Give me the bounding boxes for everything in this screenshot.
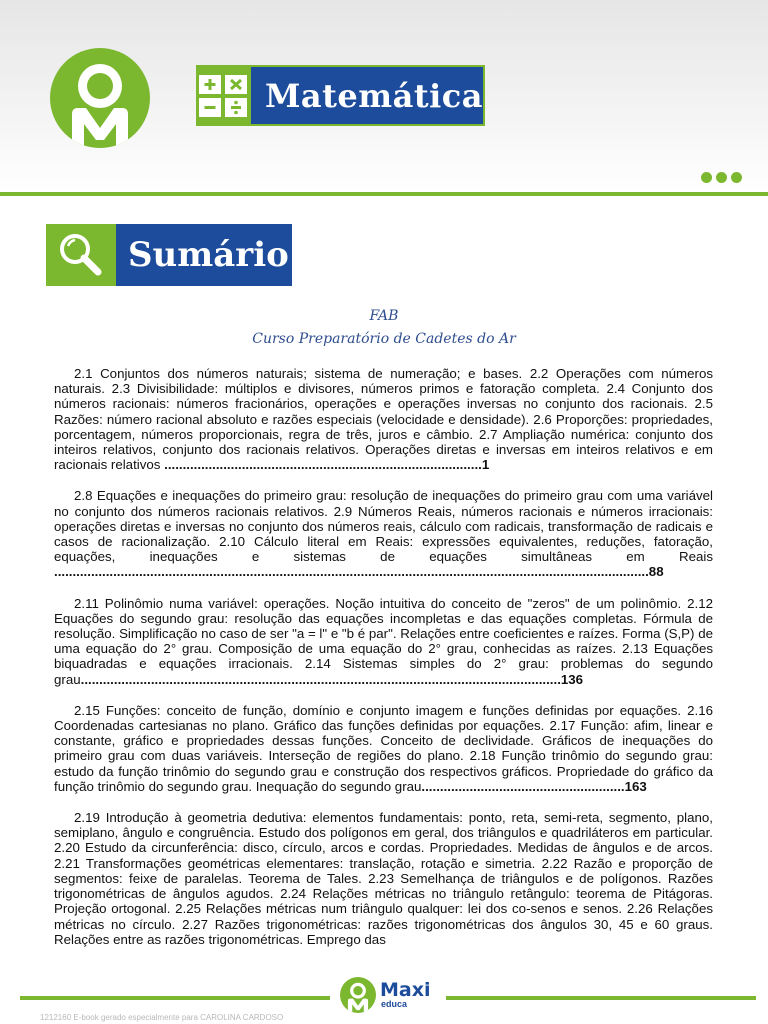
- toc-entry-text: 2.15 Funções: conceito de função, domínio e conjunto imagem e funções definidas por equações. 2.16 Coordenadas cartesianas no plano. Gráfico das funções definidas por equações. 2.17 Função: afim, linear e constante, gráfico e propriedades dessas funções. Conceito de declividade. Gráficos de inequações do primeiro grau com duas variáveis. Interseção de regiões do plano. 2.18 Função trinômio do segundo grau: estudo da função trinômio do segundo grau e construção dos respectivos gráficos. Propriedade do gráfico da função trinômio do segundo grau. Inequação do segundo grau: [54, 702, 713, 794]
- toc-entry[interactable]: [54, 810, 713, 947]
- header-divider: [0, 192, 768, 196]
- course-subtitle: Curso Preparatório de Cadetes do Ar: [252, 331, 516, 347]
- footer-logo: [340, 974, 446, 1016]
- toc-entry[interactable]: [54, 366, 713, 472]
- magnifier-icon: [46, 224, 116, 286]
- brand-banner: [196, 65, 485, 126]
- toc-entry-page: 163: [624, 778, 647, 794]
- toc-entry-text: 2.1 Conjuntos dos números naturais; sistema de numeração; e bases. 2.2 Operações com números naturais. 2.3 Divisibilidade: múltiplos e divisores, números primos e fatoração completa. 2.4 Conjunto dos números racionais: números fracionários, operações e operações inversas no conjunto dos racionais. 2.5 Razões: número racional absoluto e razões especiais (velocidade e densidade). 2.6 Proporções: propriedades, porcentagem, números proporcionais, regra de três, juros e câmbio. 2.7 Ampliação numérica: conjunto dos inteiros relativos, conjunto dos racionais relativos. Operações diretas e inversas em inteiros relativos e em racionais relativos: [54, 366, 713, 473]
- toc-entry-leader: .................................................................................................................................................................: [54, 564, 649, 580]
- toc-entry-page: 1: [481, 457, 490, 473]
- toc-entry[interactable]: [54, 596, 713, 687]
- footer-brand-sub: educa: [381, 999, 408, 1009]
- toc-entry[interactable]: [54, 703, 713, 794]
- toc-entry[interactable]: [54, 488, 713, 579]
- toc-entry-page: 88: [648, 564, 664, 580]
- footer-brand-main: Maxi: [380, 979, 431, 1001]
- course-code: FAB: [369, 308, 399, 324]
- footer-divider-left: [20, 996, 330, 1000]
- brand-title: Matemática: [264, 76, 483, 115]
- toc-entry-text: 2.11 Polinômio numa variável: operações. Noção intuitiva do conceito de "zeros" de um polinômio. 2.12 Equações do segundo grau: resolução das equações incompletas e das equações completas. Fórmula de resolução. Simplificação no caso de ser "a = l" e "b é par". Relações entre coeficientes e raízes. Forma (S,P) de uma equação do 2° grau. Composição de uma equação do 2° grau, conhecidas as raízes. 2.13 Equações biquadradas e equações irracionais. 2.14 Sistemas simples do 2° grau: problemas do segundo grau: [54, 595, 713, 687]
- summary-banner: [46, 224, 292, 286]
- toc-entry-text: 2.8 Equações e inequações do primeiro grau: resolução de inequações do primeiro grau com uma variável no conjunto dos números racionais relativos. 2.9 Números Reais, números racionais e números irracionais: operações diretas e inversas no conjunto dos números reais, cálculo com radicais, transformação de radicais e casos de racionalização. 2.10 Cálculo literal em Reais: expressões equivalentes, reduções, fatoração, equações, inequações e sistemas de equações simultâneas em Reais: [54, 488, 713, 565]
- footer-divider-right: [446, 996, 756, 1000]
- footer-brand: [380, 981, 431, 1009]
- person-m-logo-icon: [340, 977, 376, 1013]
- toc-entry-leader: ......................................................................................: [164, 457, 482, 473]
- summary-title: Sumário: [128, 235, 289, 275]
- more-options-icon: [701, 172, 742, 183]
- watermark-text: 1212160 E-book gerado especialmente para CAROLINA CARDOSO: [40, 1013, 284, 1022]
- table-of-contents: [54, 366, 713, 963]
- toc-entry-page: 136: [560, 671, 584, 687]
- toc-entry-text: 2.19 Introdução à geometria dedutiva: elementos fundamentais: ponto, reta, semi-reta, segmento, plano, semiplano, ângulo e congruência. Estudo dos polígonos em geral, dos triângulos e quadriláteros em particular. 2.20 Estudo da circunferência: disco, círculo, arcos e cordas. Propriedades. Medidas de ângulos e de arcos. 2.21 Transformações geométricas elementares: translação, rotação e simetria. 2.22 Razão e proporção de segmentos: feixe de paralelas. Teorema de Tales. 2.23 Semelhança de triângulos e de polígonos. Razões trigonométricas de ângulos agudos. 2.24 Relações métricas no triângulo retângulo: teorema de Pitágoras. Projeção ortogonal. 2.25 Relações métricas num triângulo qualquer: lei dos co-senos e senos. 2.26 Relações métricas no círculo. 2.27 Razões trigonométricas: razões trigonométricas dos ângulos 30, 45 e 60 graus. Relações entre as razões trigonométricas. Emprego das: [54, 810, 713, 947]
- toc-entry-leader: ..................................................................................................................................: [80, 671, 561, 687]
- calculator-symbols-icon: [196, 65, 251, 126]
- person-m-logo-icon: [50, 48, 150, 148]
- toc-entry-leader: .......................................................: [421, 778, 625, 794]
